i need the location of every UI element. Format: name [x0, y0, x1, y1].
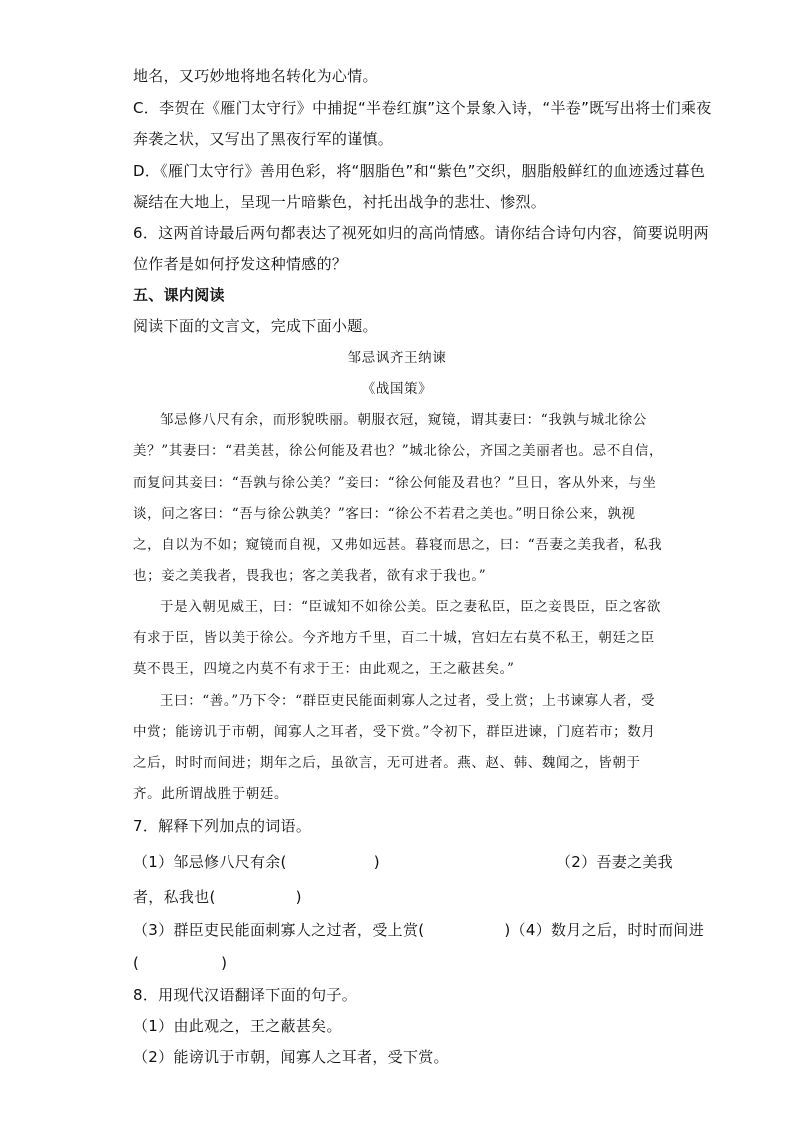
- question-7-item-2-start: （2）吾妻之美我: [556, 853, 673, 871]
- question-8-item-2: （2）能谤讥于市朝，闻寡人之耳者，受下赏。: [133, 1048, 449, 1066]
- section-instruction: 阅读下面的文言文，完成下面小题。: [133, 317, 378, 335]
- option-d-line-1: D．《雁门太守行》善用色彩，将“胭脂色”和“紫色”交织，胭脂般鲜红的血迹透过暮色: [133, 162, 706, 180]
- passage-line: 中赏；能谤讥于市朝，闻寡人之耳者，受下赏。”令初下，群臣进谏，门庭若市；数月: [133, 724, 656, 740]
- passage-line: 之，自以为不如；窥镜而自视，又弗如远甚。暮寝而思之，曰：“吾妻之美我者，私我: [133, 537, 663, 553]
- passage-line: 美？”其妻曰：“君美甚，徐公何能及君也？”城北徐公，齐国之美丽者也。忌不自信，: [133, 443, 664, 459]
- passage-line: 莫不畏王，四境之内莫不有求于王：由此观之，王之蔽甚矣。”: [133, 661, 515, 677]
- question-7-row-4: [133, 953, 227, 973]
- open-paren: (: [133, 954, 140, 972]
- passage-line: 邹忌修八尺有余，而形貌昳丽。朝服衣冠，窥镜，谓其妻曰：“我孰与城北徐公: [160, 412, 647, 428]
- question-7-stem: 7．解释下列加点的词语。: [133, 817, 312, 835]
- passage-line: 有求于臣，皆以美于徐公。今齐地方千里，百二十城，宫妇左右莫不私王，朝廷之臣: [133, 630, 655, 646]
- close-paren: ): [373, 853, 380, 871]
- question-7-row-3: [133, 920, 704, 940]
- option-c-line-2: 奔袭之状，又写出了黑夜行军的谨慎。: [133, 130, 394, 148]
- question-7-row-2: [133, 887, 302, 907]
- passage-line: 于是入朝见威王，曰：“臣诚知不如徐公美。臣之妻私臣，臣之妾畏臣，臣之客欲: [160, 599, 662, 615]
- question-8-stem: 8．用现代汉语翻译下面的句子。: [133, 986, 358, 1004]
- passage-line: 之后，时时而间进；期年之后，虽欲言，无可进者。燕、赵、韩、魏闻之，皆朝于: [133, 755, 641, 771]
- passage-line: 齐。此所谓战胜于朝廷。: [133, 786, 289, 802]
- passage-line: 王曰：“善。”乃下令：“群臣吏民能面刺寡人之过者，受上赏；上书谏寡人者，受: [160, 693, 656, 709]
- question-7-item-3: （3）群臣吏民能面刺寡人之过者，受上赏(: [133, 921, 425, 939]
- passage-title: 邹忌讽齐王纳谏: [347, 350, 447, 366]
- passage-line: 也；妾之美我者，畏我也；客之美我者，欲有求于我也。”: [133, 568, 487, 584]
- question-8-item-1: （1）由此观之，王之蔽甚矣。: [133, 1017, 342, 1035]
- section-heading: 五、课内阅读: [133, 286, 225, 304]
- question-6-line-1: 6．这两首诗最后两句都表达了视死如归的高尚情感。请你结合诗句内容，简要说明两: [133, 224, 709, 242]
- option-b-tail: 地名，又巧妙地将地名转化为心情。: [133, 67, 378, 85]
- passage-line: 而复问其妾曰：“吾孰与徐公美？”妾曰：“徐公何能及君也？”旦日，客从外来，与坐: [133, 475, 657, 491]
- question-7-item-4: )（4）数月之后，时时而间进: [504, 921, 705, 939]
- close-paren: ): [295, 888, 302, 906]
- close-paren: ): [221, 954, 228, 972]
- passage-line: 谈，问之客曰：“吾与徐公孰美？”客曰：“徐公不若君之美也。”明日徐公来，孰视: [133, 506, 636, 522]
- option-d-line-2: 凝结在大地上，呈现一片暗紫色，衬托出战争的悲壮、惨烈。: [133, 193, 547, 211]
- question-6-line-2: 位作者是如何抒发这种情感的？: [133, 255, 348, 273]
- question-7-row-1: [133, 852, 380, 872]
- option-c-line-1: C．李贺在《雁门太守行》中捕捉“半卷红旗”这个景象入诗，“半卷”既写出将士们乘夜: [133, 99, 712, 117]
- passage-source: 《战国策》: [361, 381, 433, 397]
- question-7-item-2-end: 者，私我也(: [133, 888, 216, 906]
- question-7-item-1: （1）邹忌修八尺有余(: [133, 853, 287, 871]
